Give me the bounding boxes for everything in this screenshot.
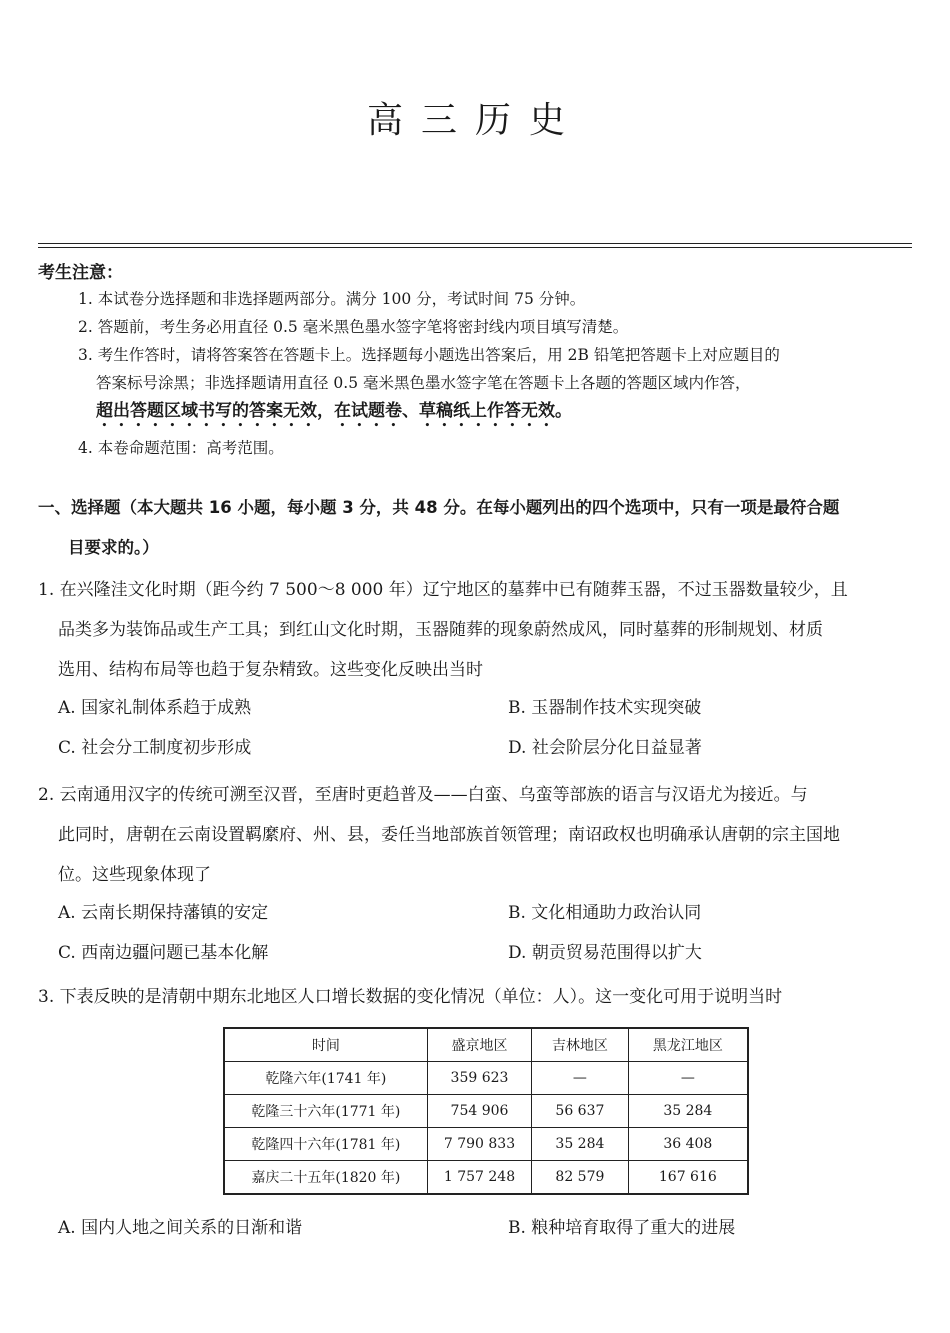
notice-item-3-line1: 3. 考生作答时，请将答案答在答题卡上。选择题每小题选出答案后，用 2B 铅笔把答题卡上对应题目的 bbox=[78, 346, 780, 364]
section-heading bbox=[38, 488, 916, 568]
table-header: 黑龙江地区 bbox=[628, 1028, 748, 1062]
table-cell: 35 284 bbox=[532, 1128, 628, 1161]
table-cell: — bbox=[628, 1062, 748, 1095]
page-title: 高三历史 bbox=[366, 100, 583, 141]
header-rule-bottom bbox=[38, 247, 912, 248]
table-header: 盛京地区 bbox=[427, 1028, 531, 1062]
table-cell: 56 637 bbox=[532, 1095, 628, 1128]
table-cell: 乾隆三十六年(1771 年) bbox=[224, 1095, 427, 1128]
question-2-option-d[interactable]: D. 朝贡贸易范围得以扩大 bbox=[508, 943, 702, 963]
question-2 bbox=[38, 775, 916, 895]
table-cell: 35 284 bbox=[628, 1095, 748, 1128]
notice-heading: 考生注意： bbox=[38, 263, 123, 283]
table-row bbox=[224, 1128, 748, 1161]
table-cell: 36 408 bbox=[628, 1128, 748, 1161]
table-cell: — bbox=[532, 1062, 628, 1095]
population-table bbox=[223, 1027, 749, 1195]
table-row bbox=[224, 1062, 748, 1095]
header-rule-top bbox=[38, 243, 912, 244]
question-2-line3: 位。这些现象体现了 bbox=[58, 865, 211, 885]
question-1-option-b[interactable]: B. 玉器制作技术实现突破 bbox=[508, 698, 702, 718]
question-1-option-d[interactable]: D. 社会阶层分化日益显著 bbox=[508, 738, 702, 758]
table-cell: 1 757 248 bbox=[427, 1161, 531, 1195]
table-cell: 嘉庆二十五年(1820 年) bbox=[224, 1161, 427, 1195]
section-heading-line2: 目要求的。） bbox=[68, 538, 159, 557]
table-header: 吉林地区 bbox=[532, 1028, 628, 1062]
question-2-option-a[interactable]: A. 云南长期保持藩镇的安定 bbox=[58, 903, 269, 923]
table-row bbox=[224, 1095, 748, 1128]
question-3-line1: 3. 下表反映的是清朝中期东北地区人口增长数据的变化情况（单位：人）。这一变化可用于说明当时 bbox=[38, 987, 783, 1007]
question-3-option-a[interactable]: A. 国内人地之间关系的日渐和谐 bbox=[58, 1218, 303, 1238]
table-cell: 82 579 bbox=[532, 1161, 628, 1195]
question-2-option-b[interactable]: B. 文化相通助力政治认同 bbox=[508, 903, 702, 923]
question-1-line1: 1. 在兴隆洼文化时期（距今约 7 500～8 000 年）辽宁地区的墓葬中已有随葬玉器，不过玉器数量较少，且 bbox=[38, 580, 848, 600]
notice-item-3-emphasis: 超出答题区域书写的答案无效，在试题卷、草稿纸上作答无效。 bbox=[96, 401, 572, 421]
table-cell: 7 790 833 bbox=[427, 1128, 531, 1161]
table-cell: 359 623 bbox=[427, 1062, 531, 1095]
table-cell: 乾隆四十六年(1781 年) bbox=[224, 1128, 427, 1161]
question-1-option-c[interactable]: C. 社会分工制度初步形成 bbox=[58, 738, 252, 758]
table-header: 时间 bbox=[224, 1028, 427, 1062]
question-2-line1: 2. 云南通用汉字的传统可溯至汉晋，至唐时更趋普及——白蛮、乌蛮等部族的语言与汉语尤为接近。与 bbox=[38, 785, 808, 805]
table-cell: 754 906 bbox=[427, 1095, 531, 1128]
notice-item-1: 1. 本试卷分选择题和非选择题两部分。满分 100 分，考试时间 75 分钟。 bbox=[78, 290, 586, 308]
question-3 bbox=[38, 977, 916, 1017]
notice-item-2: 2. 答题前，考生务必用直径 0.5 毫米黑色墨水签字笔将密封线内项目填写清楚。 bbox=[78, 318, 629, 336]
question-1 bbox=[38, 570, 916, 690]
table-header-row bbox=[224, 1028, 748, 1062]
question-2-option-c[interactable]: C. 西南边疆问题已基本化解 bbox=[58, 943, 269, 963]
question-1-line2: 品类多为装饰品或生产工具；到红山文化时期，玉器随葬的现象蔚然成风，同时墓葬的形制规划、材质 bbox=[58, 620, 823, 640]
notice-item-4: 4. 本卷命题范围：高考范围。 bbox=[78, 439, 284, 457]
question-3-option-b[interactable]: B. 粮种培育取得了重大的进展 bbox=[508, 1218, 736, 1238]
table-row bbox=[224, 1161, 748, 1195]
notice-item-3 bbox=[78, 341, 914, 431]
question-2-line2: 此同时，唐朝在云南设置羁縻府、州、县，委任当地部族首领管理；南诏政权也明确承认唐朝的宗主国地 bbox=[58, 825, 840, 845]
notice-item-3-line2: 答案标号涂黑；非选择题请用直径 0.5 毫米黑色墨水签字笔在答题卡上各题的答题区域内作答， bbox=[96, 374, 751, 392]
table-cell: 乾隆六年(1741 年) bbox=[224, 1062, 427, 1095]
question-1-option-a[interactable]: A. 国家礼制体系趋于成熟 bbox=[58, 698, 252, 718]
table-cell: 167 616 bbox=[628, 1161, 748, 1195]
section-heading-line1: 一、选择题（本大题共 16 小题，每小题 3 分，共 48 分。在每小题列出的四个选项中，只有一项是最符合题 bbox=[38, 498, 840, 517]
question-1-line3: 选用、结构布局等也趋于复杂精致。这些变化反映出当时 bbox=[58, 660, 483, 680]
